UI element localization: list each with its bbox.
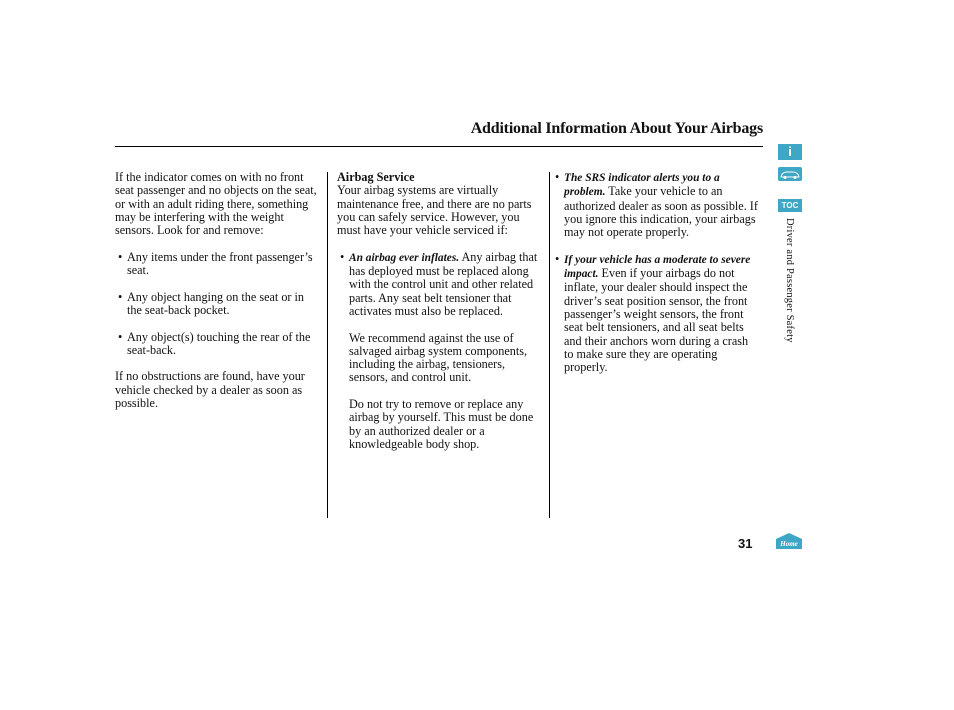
section-tab-label[interactable]: Driver and Passenger Safety bbox=[784, 218, 795, 343]
home-icon bbox=[775, 532, 803, 550]
page-number: 31 bbox=[738, 536, 753, 551]
col3-bullet-2-lead: If your vehicle has a moderate to severe impact. bbox=[564, 253, 751, 281]
col1-bullet-1: • Any items under the front passenger’s seat. bbox=[115, 251, 320, 278]
column-1 bbox=[115, 171, 320, 410]
col2-bullet-text: Any airbag that has deployed must be replaced along with the control unit and other related parts. Any seat belt tensioner that activates must also be replaced. bbox=[349, 249, 538, 318]
car-glyph-icon bbox=[778, 167, 802, 181]
airbag-service-heading: Airbag Service bbox=[337, 170, 415, 184]
col2-para-2: Do not try to remove or replace any airbag by yourself. This must be done by an authorized dealer or a knowledgeable body shop. bbox=[349, 397, 534, 451]
col2-para-1: We recommend against the use of salvaged airbag system components, including the airbag, tensioners, sensors, and control unit. bbox=[349, 330, 528, 385]
col2-intro: Your airbag systems are virtually maintenance free, and there are no parts you can safely service. However, you must have your vehicle serviced if: bbox=[337, 183, 532, 238]
column-divider-2 bbox=[549, 172, 550, 518]
col3-bullet-2 bbox=[552, 253, 758, 375]
column-divider-1 bbox=[327, 172, 328, 518]
info-icon[interactable]: i bbox=[778, 144, 802, 160]
title-divider bbox=[115, 146, 763, 147]
col3-bullet-1 bbox=[552, 171, 758, 239]
col1-bullet-2: • Any object hanging on the seat or in the seat-back pocket. bbox=[115, 291, 320, 318]
page-title: Additional Information About Your Airbags bbox=[470, 120, 763, 137]
car-icon[interactable] bbox=[778, 167, 802, 181]
col1-outro: If no obstructions are found, have your vehicle checked by a dealer as soon as possible. bbox=[115, 369, 305, 411]
col1-bullet-3: • Any object(s) touching the rear of the seat-back. bbox=[115, 331, 320, 358]
col3-bullet-2-text: Even if your airbags do not inflate, your dealer should inspect the driver’s seat position sensor, the front passenger’s weight sensors, the front seat belt tensioners, and all seat belts and their anchors worn during a crash to make sure they are operating properly. bbox=[564, 266, 749, 375]
column-3 bbox=[562, 171, 758, 374]
col2-bullet-lead: An airbag ever inflates. bbox=[349, 251, 460, 264]
column-2 bbox=[337, 171, 544, 451]
toc-button[interactable]: TOC bbox=[778, 199, 802, 212]
col2-bullet bbox=[337, 251, 544, 318]
col1-intro: If the indicator comes on with no front seat passenger and no objects on the seat, or with an adult riding there, something may be interfering with the weight sensors. Look for and remove: bbox=[115, 170, 317, 238]
col3-bullet-1-text: Take your vehicle to an authorized dealer as soon as possible. If you ignore this indication, your airbags may not operate properly. bbox=[564, 184, 758, 240]
home-button[interactable] bbox=[775, 532, 803, 550]
home-label: Home bbox=[780, 540, 798, 548]
col3-bullet-1-lead: The SRS indicator alerts you to a problem. bbox=[564, 172, 720, 199]
